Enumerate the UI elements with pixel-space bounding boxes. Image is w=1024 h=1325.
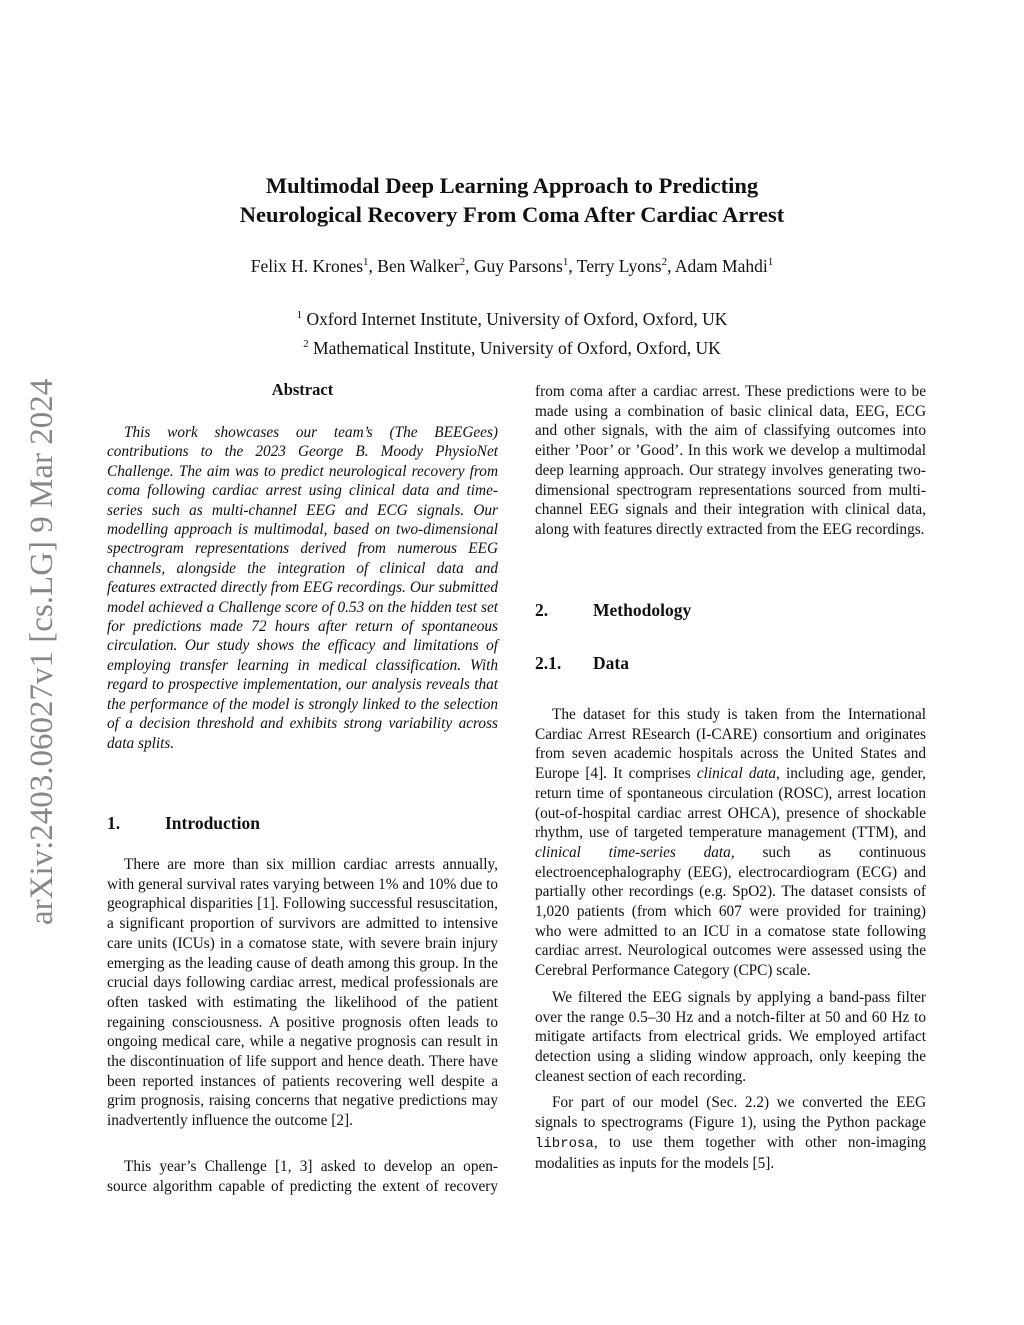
- author-affiliation-mark: 2: [661, 256, 668, 269]
- author-name: Ben Walker: [377, 256, 460, 276]
- paragraph: [535, 705, 926, 981]
- author-affiliation-mark: 1: [562, 256, 569, 269]
- affiliation-number: 2: [303, 337, 309, 350]
- subsection-heading-data: [535, 653, 629, 674]
- abstract-text: This work showcases our team’s (The BEEGees) contributions to the 2023 George B. Moody PhysioNet Challenge. The aim was to predict neurological recovery from coma following cardiac arrest using clinical data and time-series such as multi-channel EEG and ECG signals. Our modelling approach is multimodal, based on two-dimensional spectrogram representations derived from numerous EEG channels, alongside the integration of clinical data and features extracted directly from EEG recordings. Our submitted model achieved a Challenge score of 0.53 on the hidden test set for predictions made 72 hours after return of spontaneous circulation. Our study shows the efficacy and limitations of employing transfer learning in medical classification. With regard to prospective implementation, our analysis reveals that the performance of the model is strongly linked to the selection of a decision threshold and exhibits strong variability across data splits.: [107, 424, 498, 752]
- author-affiliation-mark: 1: [363, 256, 369, 269]
- introduction-body-cont: [107, 1157, 498, 1197]
- paragraph-text: from coma after a cardiac arrest. These predictions were to be made using a combination of basic clinical data, EEG, ECG and other signals, with the aim of classifying outcomes into either ’Poor’ or ’Good’. In this work we develop a multimodal deep learning approach. Our strategy involves generating two-dimensional spectrogram representations sourced from multi-channel EEG signals and their integration with clinical data, along with features directly extracted from the EEG recordings.: [535, 383, 926, 538]
- section-number: 2.1.: [535, 653, 562, 673]
- section-title: Introduction: [165, 813, 260, 833]
- affiliations: [0, 303, 1024, 361]
- author: [474, 256, 568, 276]
- paragraph: We filtered the EEG signals by applying a band-pass filter over the range 0.5–30 Hz and a notch-filter at 50 and 60 Hz to mitigate artifacts from electrical grids. We employed artifact detection using a sliding window approach, only keeping the cleanest section of each recording.: [535, 988, 926, 1085]
- text: , including age, gender, return time of spontaneous circulation (ROSC), arrest location (out-of-hospital cardiac arrest OHCA), presence of shockable rhythm, use of targeted temperature management (TTM), and: [535, 765, 926, 842]
- affiliation: [0, 303, 1024, 332]
- author-name: Adam Mahdi: [674, 256, 768, 276]
- section-title: Data: [593, 653, 629, 673]
- affiliation: [0, 332, 1024, 361]
- affiliation-number: 1: [296, 309, 303, 321]
- text: The dataset for this study is taken from the International Cardiac Arrest REsearch (I-CARE) consortium and originates from seven academic hospitals across the United States and Europe [4]. It comprises: [535, 706, 926, 783]
- text: For part of our model (Sec. 2.2) we converted the EEG signals to spectrograms (Figure 1), using the Python package: [535, 1094, 926, 1132]
- affiliation-text: Oxford Internet Institute, University of Oxford, Oxford, UK: [306, 308, 728, 329]
- abstract-body: [107, 423, 498, 753]
- paragraph: This year’s Challenge [1, 3] asked to develop an open-source algorithm capable of predicting the extent of recovery: [107, 1158, 498, 1195]
- section-number: 1.: [107, 813, 121, 833]
- text: , such as continuous electroencephalography (EEG), electrocardiogram (ECG) and partially other recordings (e.g. SpO2). The dataset consists of 1,020 patients (from which 607 were provided for training) who were admitted to an ICU in a comatose state following cardiac arrest. Neurological outcomes were assessed using the Cerebral Performance Category (CPC) scale.: [535, 843, 927, 980]
- title-line-2: Neurological Recovery From Coma After Cardiac Arrest: [239, 202, 785, 227]
- author-affiliation-mark: 2: [459, 256, 466, 269]
- paragraph-continued: [535, 382, 926, 560]
- author-affiliation-mark: 1: [767, 256, 774, 269]
- title-line-1: Multimodal Deep Learning Approach to Predicting: [265, 173, 759, 198]
- abstract-heading: Abstract: [271, 380, 334, 399]
- affiliation-text: Mathematical Institute, University of Oxford, Oxford, UK: [313, 337, 721, 358]
- author-name: Terry Lyons: [576, 256, 662, 276]
- introduction-body-col2: [535, 382, 926, 560]
- author-name: Guy Parsons: [473, 256, 563, 276]
- text: , to use them together with other non-imaging modalities as inputs for the models [5].: [535, 1133, 926, 1173]
- section-heading-methodology: [535, 600, 691, 621]
- code: librosa: [535, 1135, 594, 1152]
- author: [577, 256, 667, 276]
- paragraph: There are more than six million cardiac arrests annually, with general survival rates varying between 1% and 10% due to geographical disparities [1]. Following successful resuscitation, a significant proportion of survivors are admitted to intensive care units (ICUs) in a comatose state, with severe brain injury emerging as the leading cause of death among this group. In the crucial days following cardiac arrest, medical professionals are often tasked with estimating the likelihood of the patient regaining consciousness. A positive prognosis often leads to ongoing medical care, while a negative prognosis can result in the discontinuation of life support and hence death. There have been reported instances of patients recovering well despite a grim prognosis, raising concerns that negative predictions may inadvertently influence the outcome [2].: [107, 856, 498, 1130]
- section-title: Methodology: [593, 600, 692, 620]
- data-body: [535, 705, 926, 1174]
- emphasis: clinical data: [696, 765, 777, 783]
- introduction-body: [107, 855, 498, 1131]
- author-name: Felix H. Krones: [250, 256, 364, 276]
- paper-title: [0, 171, 1024, 229]
- paragraph: [535, 1093, 926, 1174]
- arxiv-stamp: arXiv:2403.06027v1 [cs.LG] 9 Mar 2024: [24, 378, 60, 925]
- author: [675, 256, 773, 276]
- author: [251, 256, 369, 276]
- author: [377, 256, 465, 276]
- emphasis: clinical time-series data: [535, 843, 731, 861]
- author-list: Felix H. Krones$^1$, Ben Walker$^2$, Guy Parsons$^1$, Terry Lyons$^2$, Adam Mahdi$^1$: [250, 256, 774, 276]
- section-heading-introduction: [107, 813, 260, 834]
- section-number: 2.: [535, 600, 549, 620]
